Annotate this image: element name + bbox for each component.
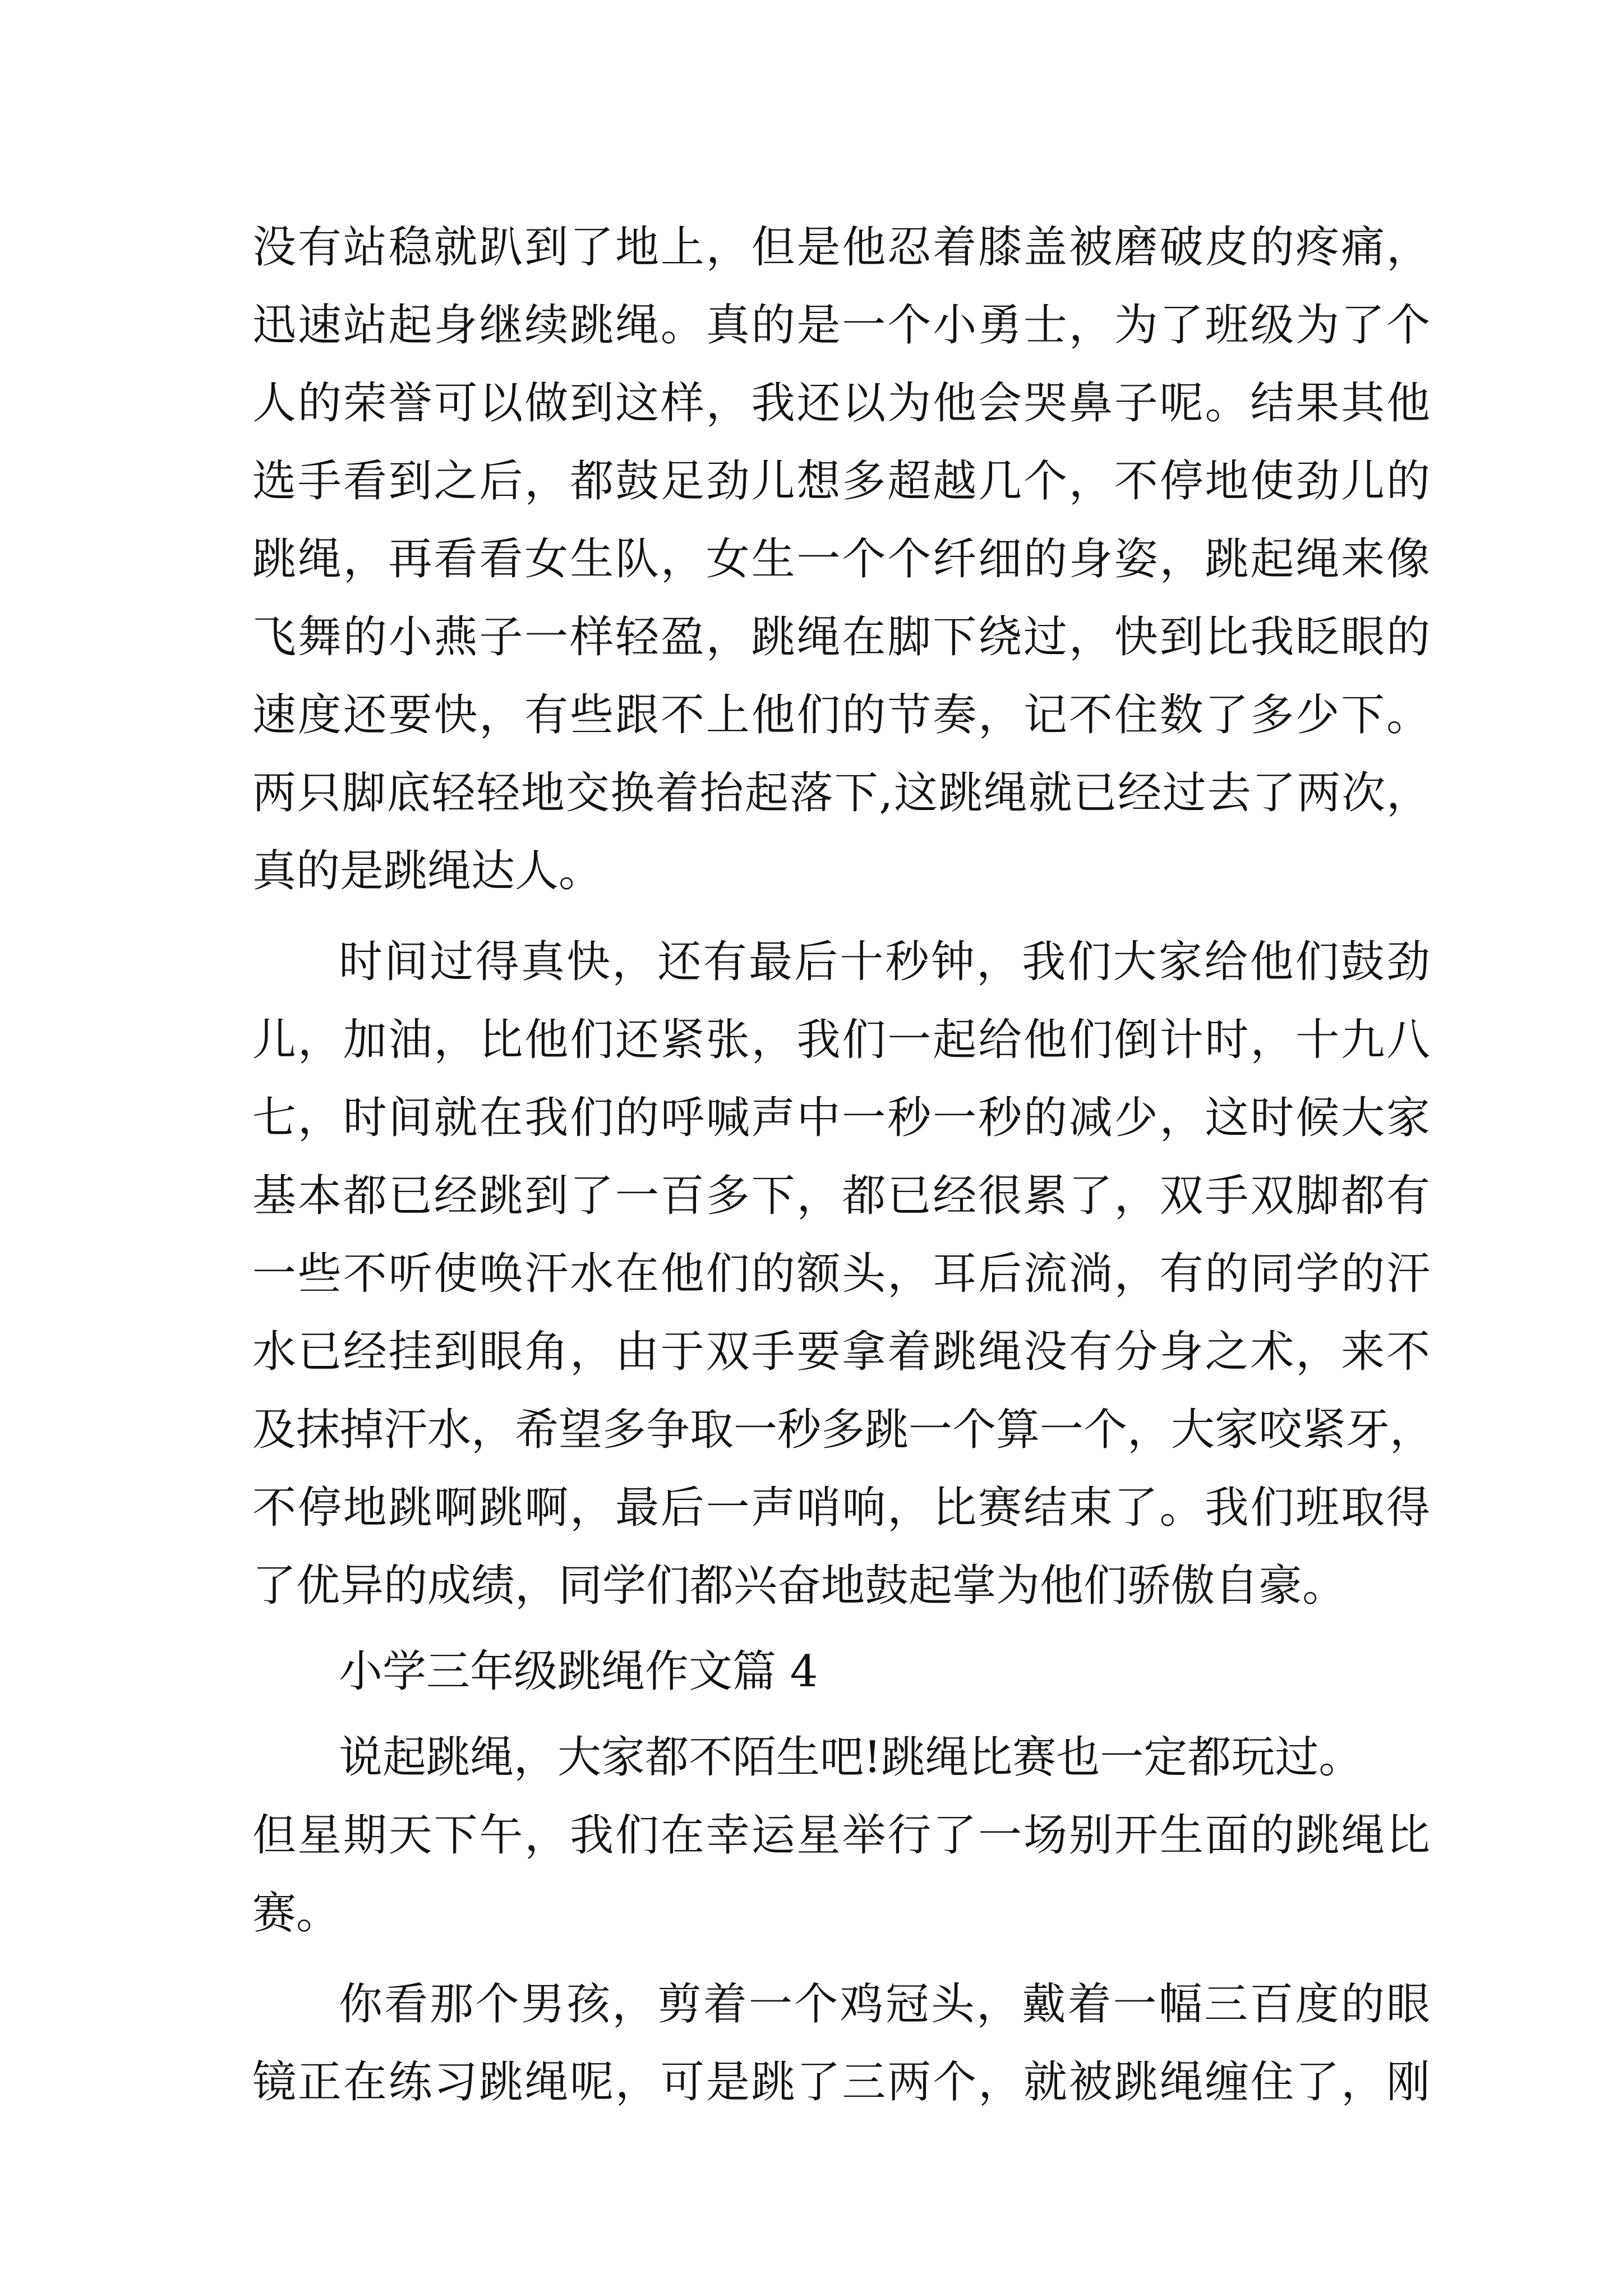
text-line: 飞舞的小燕子一样轻盈，跳绳在脚下绕过，快到比我眨眼的	[252, 612, 1430, 662]
text-line: 人的荣誉可以做到这样，我还以为他会哭鼻子呢。结果其他	[252, 378, 1430, 429]
text-line: 镜正在练习跳绳呢，可是跳了三两个，就被跳绳缠住了，刚	[252, 2057, 1430, 2108]
text-line: 没有站稳就趴到了地上，但是他忍着膝盖被磨破皮的疼痛，	[252, 222, 1430, 273]
text-line: 迅速站起身继续跳绳。真的是一个小勇士，为了班级为了个	[252, 300, 1430, 351]
text-line: 但星期天下午，我们在幸运星举行了一场别开生面的跳绳比	[252, 1810, 1430, 1861]
text-line: 及抹掉汗水，希望多争取一秒多跳一个算一个，大家咬紧牙，	[252, 1405, 1434, 1455]
text-line: 跳绳，再看看女生队，女生一个个纤细的身姿，跳起绳来像	[252, 534, 1430, 585]
paragraph-first-line: 你看那个男孩，剪着一个鸡冠头，戴着一幅三百度的眼	[339, 1979, 1430, 2030]
text-line: 儿，加油，比他们还紧张，我们一起给他们倒计时，十九八	[252, 1015, 1430, 1065]
section-heading: 小学三年级跳绳作文篇 4	[339, 1646, 818, 1697]
text-line: 基本都已经跳到了一百多下，都已经很累了，双手双脚都有	[252, 1171, 1430, 1221]
text-line: 一些不听使唤汗水在他们的额头，耳后流淌，有的同学的汗	[252, 1249, 1430, 1299]
text-line: 真的是跳绳达人。	[252, 846, 603, 896]
text-line: 不停地跳啊跳啊，最后一声哨响，比赛结束了。我们班取得	[252, 1483, 1430, 1533]
text-line: 赛。	[252, 1888, 340, 1939]
text-line: 七，时间就在我们的呼喊声中一秒一秒的减少，这时候大家	[252, 1093, 1430, 1143]
text-line: 选手看到之后，都鼓足劲儿想多超越几个，不停地使劲儿的	[252, 456, 1430, 507]
paragraph-first-line: 时间过得真快，还有最后十秒钟，我们大家给他们鼓劲	[339, 937, 1430, 987]
paragraph-first-line: 说起跳绳，大家都不陌生吧!跳绳比赛也一定都玩过。	[339, 1732, 1363, 1783]
text-line: 水已经挂到眼角，由于双手要拿着跳绳没有分身之术，来不	[252, 1327, 1430, 1377]
text-line: 两只脚底轻轻地交换着抬起落下,这跳绳就已经过去了两次，	[252, 768, 1430, 818]
text-line: 速度还要快，有些跟不上他们的节奏，记不住数了多少下。	[252, 690, 1430, 740]
text-line: 了优异的成绩，同学们都兴奋地鼓起掌为他们骄傲自豪。	[252, 1561, 1347, 1611]
